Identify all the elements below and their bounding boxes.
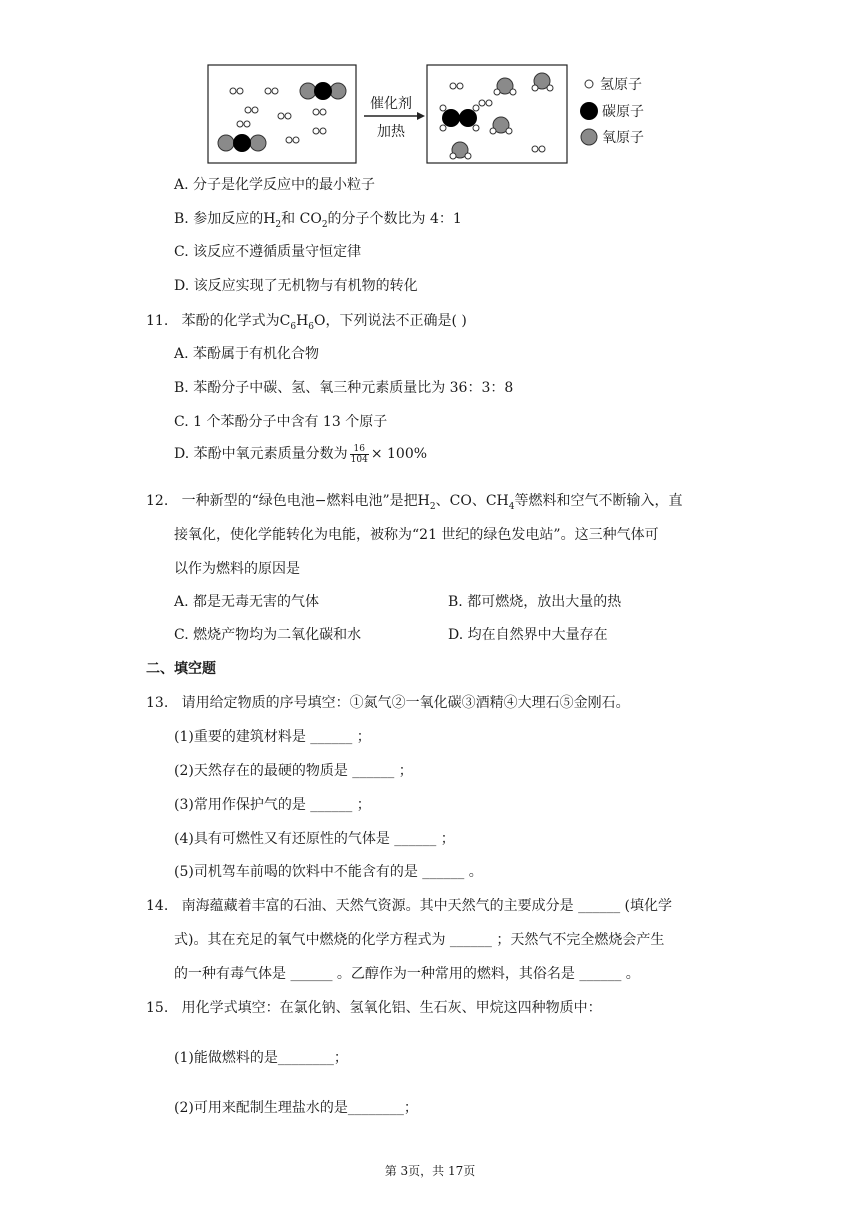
option-letter: B. <box>174 211 189 227</box>
option-text: 该反应实现了无机物与有机物的转化 <box>193 278 418 294</box>
formula-sub: 2 <box>275 219 282 230</box>
arrow-head-icon <box>417 112 425 120</box>
q14-line-3: 的一种有毒气体是 ______ 。乙醇作为一种常用的燃料，其俗名是 ______ 。 <box>174 966 640 982</box>
option-text: 1 个苯酚分子中含有 13 个原子 <box>193 414 388 430</box>
formula-sub: 6 <box>308 321 315 332</box>
formula-sub: 2 <box>429 501 436 512</box>
formula-ch4: CH <box>485 493 509 509</box>
q11-option-b <box>174 377 513 397</box>
option-text-mid: 和 <box>281 211 300 227</box>
q13-item-5: (5)司机驾车前喝的饮料中不能含有的是 ______ 。 <box>174 864 483 880</box>
q10-option-a <box>174 174 375 194</box>
arrow-bottom-label: 加热 <box>377 124 405 140</box>
option-text: 苯酚分子中碳、氢、氧三种元素质量比为 36：3：8 <box>193 380 514 396</box>
formula-c: C <box>279 313 291 329</box>
formula-co2: CO <box>299 211 322 227</box>
q13-item-4: (4)具有可燃性又有还原性的气体是 ______ ； <box>174 831 455 847</box>
q15-stem <box>146 997 602 1017</box>
legend-hydrogen-icon <box>585 80 593 88</box>
q15-item-2: (2)可用来配制生理盐水的是________； <box>174 1100 418 1116</box>
option-text-post: 的分子个数比为 4：1 <box>327 211 462 227</box>
legend-hydrogen-label: 氢原子 <box>600 77 642 93</box>
q11-stem <box>146 310 467 332</box>
q11-option-a <box>174 343 319 363</box>
q14-line-2: 式)。其在充足的氧气中燃烧的化学方程式为 ______ ；天然气不完全燃烧会产生 <box>174 932 665 948</box>
formula-sub: 6 <box>290 321 297 332</box>
q13-stem <box>146 692 630 712</box>
section-title: 二、填空题 <box>146 661 216 677</box>
q15-item-1: (1)能做燃料的是________； <box>174 1050 348 1066</box>
q12-line-3: 以作为燃料的原因是 <box>174 561 300 577</box>
q12-line-2: 接氧化，使化学能转化为电能，被称为“21 世纪的绿色发电站”。这三种气体可 <box>174 527 659 543</box>
stem-text: ，下列说法不正确是( ) <box>325 313 467 329</box>
arrow-top-label: 催化剂 <box>370 96 412 112</box>
q12-option-d <box>448 624 608 644</box>
option-text-pre: 苯酚中氧元素质量分数为 <box>193 446 348 462</box>
formula-sub: 4 <box>508 501 515 512</box>
legend-oxygen-label: 氧原子 <box>602 130 644 146</box>
option-letter: D. <box>174 446 190 462</box>
option-letter: C. <box>174 627 189 643</box>
q13-item-3: (3)常用作保护气的是 ______ ； <box>174 797 371 813</box>
fraction-numerator: 16 <box>350 444 369 455</box>
option-letter: D. <box>174 278 190 294</box>
question-number: 11. <box>146 313 169 329</box>
legend-carbon-icon <box>580 102 598 120</box>
formula-h: H <box>296 313 309 329</box>
question-number: 14. <box>146 898 169 914</box>
q10-option-b <box>174 208 462 230</box>
q12-option-b <box>448 591 621 611</box>
option-text: 燃烧产物均为二氧化碳和水 <box>193 627 362 643</box>
option-text: 均在自然界中大量存在 <box>467 627 608 643</box>
formula-h2: H <box>417 493 430 509</box>
stem-text: 一种新型的“绿色电池−燃料电池”是把 <box>181 493 418 509</box>
question-number: 12. <box>146 493 169 509</box>
option-letter: A. <box>174 177 189 193</box>
q10-option-c <box>174 241 361 261</box>
q12-option-a <box>174 591 319 611</box>
option-text: 苯酚属于有机化合物 <box>193 346 320 362</box>
option-text: 分子是化学反应中的最小粒子 <box>193 177 376 193</box>
option-letter: C. <box>174 414 189 430</box>
formula-sub: 2 <box>321 219 328 230</box>
legend-carbon-label: 碳原子 <box>602 104 644 120</box>
question-number: 15. <box>146 1000 169 1016</box>
option-text-post: × 100% <box>370 446 428 462</box>
legend-oxygen-icon <box>581 129 597 145</box>
stem-text: 用化学式填空：在氯化钠、氢氧化铝、生石灰、甲烷这四种物质中： <box>181 1000 602 1016</box>
co2-molecule-1 <box>300 82 346 100</box>
stem-text: 等燃料和空气不断输入，直 <box>514 493 683 509</box>
page-footer: 第 3页，共 17页 <box>384 1164 476 1178</box>
option-letter: D. <box>448 627 464 643</box>
formula-h2: H <box>263 211 276 227</box>
fraction <box>350 444 369 465</box>
reaction-diagram <box>205 62 665 168</box>
legend <box>580 77 644 146</box>
option-text: 都是无毒无害的气体 <box>193 594 320 610</box>
q13-item-2: (2)天然存在的最硬的物质是 ______ ； <box>174 763 413 779</box>
stem-text: 南海蕴藏着丰富的石油、天然气资源。其中天然气的主要成分是 ______ (填化学 <box>181 898 672 914</box>
option-letter: B. <box>174 380 189 396</box>
option-letter: A. <box>174 346 189 362</box>
reaction-diagram-svg <box>205 62 665 168</box>
question-number: 13. <box>146 695 169 711</box>
co2-molecule-2 <box>218 134 266 152</box>
stem-text: 、CO、 <box>435 493 486 509</box>
q11-option-d <box>174 443 427 465</box>
stem-text: 请用给定物质的序号填空：①氮气②一氧化碳③酒精④大理石⑤金刚石。 <box>181 695 630 711</box>
q12-line-1 <box>146 490 682 512</box>
stem-text: 苯酚的化学式为 <box>181 313 280 329</box>
fraction-denominator: 104 <box>350 454 368 465</box>
q10-option-d <box>174 275 418 295</box>
option-text: 该反应不遵循质量守恒定律 <box>193 244 362 260</box>
option-letter: C. <box>174 244 189 260</box>
option-text-pre: 参加反应的 <box>193 211 264 227</box>
option-letter: A. <box>174 594 189 610</box>
q11-option-c <box>174 411 387 431</box>
q13-item-1: (1)重要的建筑材料是 ______ ； <box>174 729 371 745</box>
option-text: 都可燃烧，放出大量的热 <box>467 594 622 610</box>
q14-line-1 <box>146 895 672 915</box>
formula-o: O <box>314 313 326 329</box>
q12-option-c <box>174 624 361 644</box>
option-letter: B. <box>448 594 463 610</box>
